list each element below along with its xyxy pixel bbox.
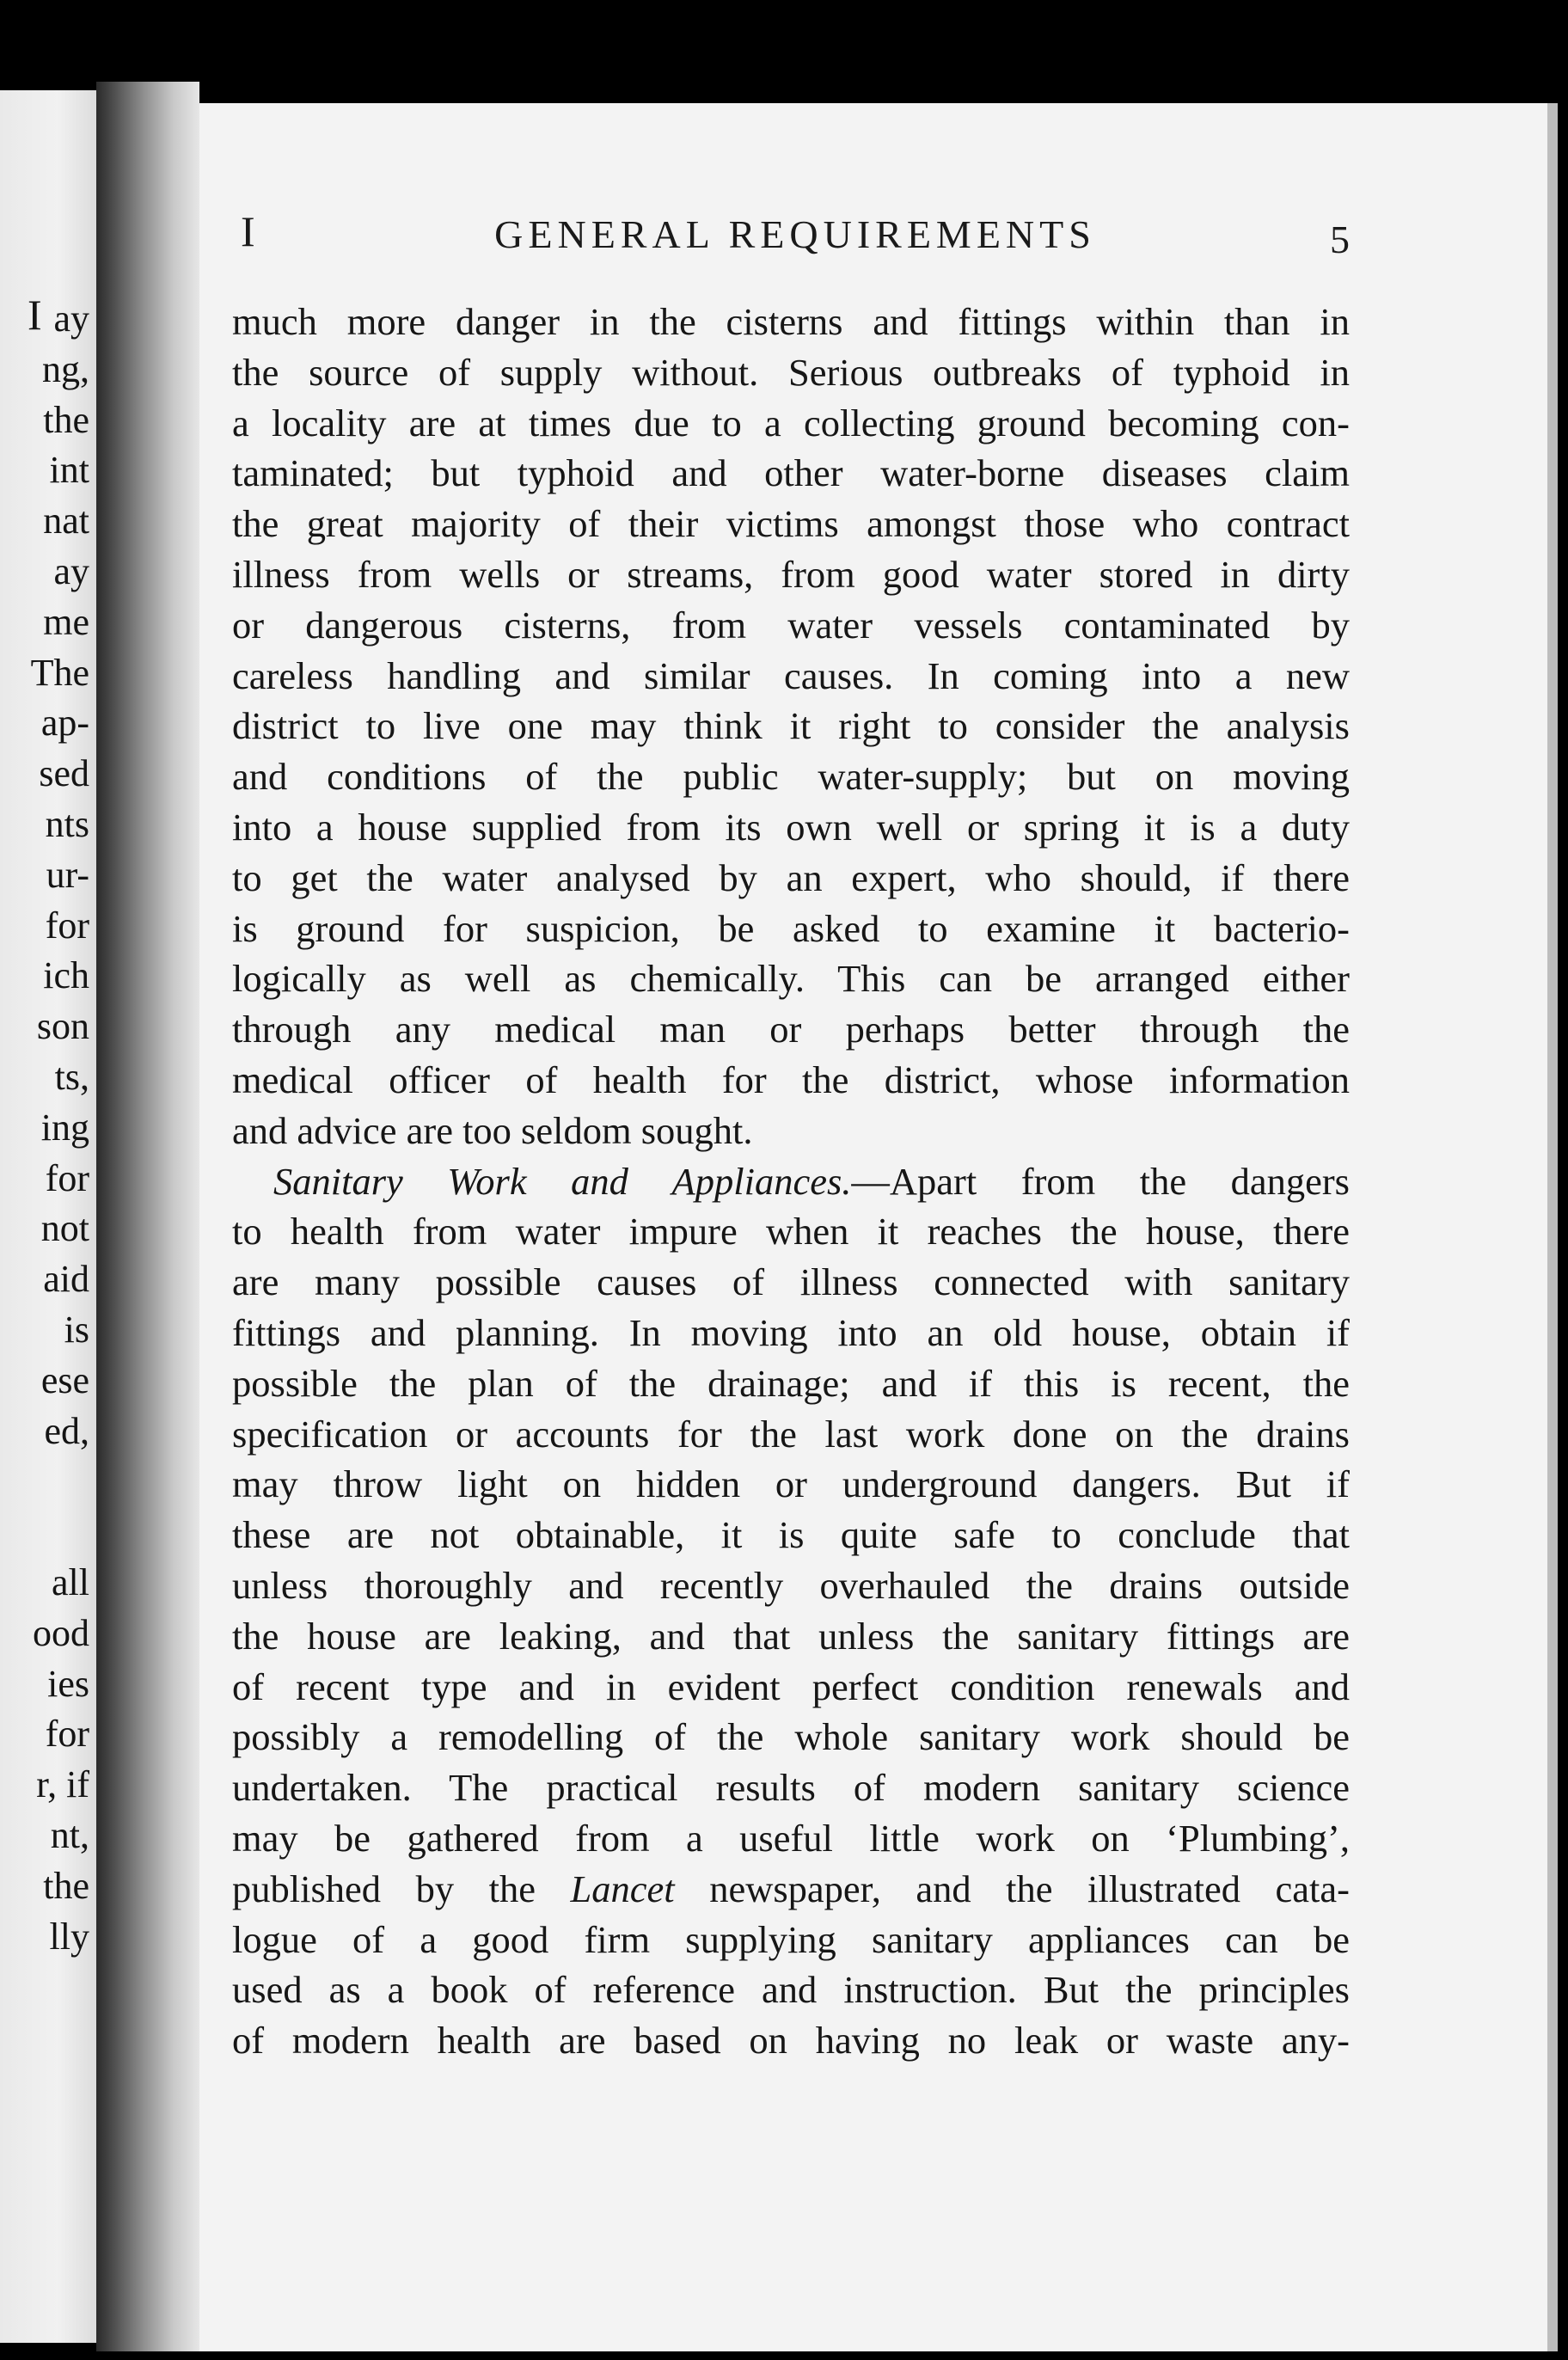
lancet-line-post: newspaper, and the illustrated cata- [674,1867,1350,1910]
left-page-line: for [45,1713,89,1756]
left-page-line: me [43,600,89,643]
paragraph-line: unless thoroughly and recently overhauled the drains outside [232,1563,1350,1607]
left-page-line: ur- [46,853,89,896]
paragraph-line: used as a book of reference and instruction. But the principles [232,1968,1350,2012]
paragraph-line: are many possible causes of illness connected with sanitary [232,1260,1350,1304]
paragraph-line [232,1156,1350,1207]
left-page-line: ese [40,1358,89,1401]
paragraph-line [232,1864,1350,1915]
paragraph-line: logue of a good firm supplying sanitary appliances can be [232,1917,1350,1961]
paragraph-line: illness from wells or streams, from good water stored in dirty [232,552,1350,596]
paragraph-line: and advice are too seldom sought. [232,1108,753,1152]
paragraph-sanitary-body [232,1206,1350,1863]
left-page-line: the [43,1864,89,1907]
paragraph-line: district to live one may think it right to consider the analysis [232,704,1350,748]
paragraph-line: may throw light on hidden or underground dangers. But if [232,1462,1350,1506]
paragraph-line: logically as well as chemically. This can be arranged either [232,957,1350,1001]
paragraph-line: the house are leaking, and that unless the sanitary fittings are [232,1614,1350,1658]
left-page-line: ap- [40,702,89,745]
left-page-line: ing [40,1106,89,1149]
paragraph-line: careless handling and similar causes. In coming into a new [232,653,1350,697]
paragraph-line: taminated; but typhoid and other water-borne diseases claim [232,451,1350,495]
paragraph-line: much more danger in the cisterns and fittings within than in [232,300,1350,343]
left-page-line: for [45,904,89,947]
paragraph-line: may be gathered from a useful little work on ‘Plumbing’, [232,1816,1350,1860]
lancet-title: Lancet [570,1867,675,1910]
left-page-line: r, if [36,1763,89,1806]
left-page-line: son [36,1005,89,1048]
left-page-line: ich [43,954,89,997]
paragraph-sanitary-work [232,1156,1350,2066]
paragraph-line: possible the plan of the drainage; and if this is recent, the [232,1361,1350,1405]
left-page-line: for [45,1156,89,1199]
left-page-line: ay [53,550,89,592]
left-page-line: all [52,1561,89,1603]
paragraph-water-supply [232,297,1350,1156]
paragraph-line: into a house supplied from its own well or spring it is a duty [232,805,1350,849]
paragraph-line: the source of supply without. Serious outbreaks of typhoid in [232,350,1350,394]
paragraph-line: a locality are at times due to a collecting ground becoming con- [232,401,1350,444]
lancet-line-pre: published by the [232,1867,571,1910]
page-edge [1547,103,1558,2351]
left-page-line: is [64,1309,89,1351]
body-text [232,297,1350,2066]
paragraph-line: is ground for suspicion, be asked to examine it bacterio- [232,906,1350,950]
section-heading: Sanitary Work and Appliances. [273,1159,852,1203]
paragraph-line: to get the water analysed by an expert, who should, if there [232,855,1350,899]
left-page-line: lly [49,1915,89,1958]
left-page-line: ng, [42,347,89,390]
paragraph-line: medical officer of health for the district, whose information [232,1057,1350,1101]
paragraph-line: possibly a remodelling of the whole sanitary work should be [232,1715,1350,1759]
paragraph-line: fittings and planning. In moving into an old house, obtain if [232,1310,1350,1354]
left-page-line: ts, [54,1056,89,1098]
left-page-line: ay [53,297,89,340]
left-page-line: nts [45,803,89,845]
paragraph-line: undertaken. The practical results of modern sanitary science [232,1766,1350,1810]
page-number: 5 [1330,218,1350,261]
left-page-line: aid [43,1258,89,1301]
paragraph-line: and conditions of the public water-supply; but on moving [232,755,1350,799]
paragraph-line: these are not obtainable, it is quite safe to conclude that [232,1513,1350,1557]
left-facing-page [0,90,96,2343]
left-page-line: sed [39,752,89,795]
paragraph-line: the great majority of their victims amongst those who contract [232,502,1350,546]
paragraph-line: specification or accounts for the last work done on the drains [232,1412,1350,1456]
left-page-line: nat [43,500,89,542]
paragraph-line: of recent type and in evident perfect condition renewals and [232,1664,1350,1708]
paragraph-line: to health from water impure when it reaches the house, there [232,1210,1350,1254]
left-page-line: The [30,651,89,694]
page-title: GENERAL REQUIREMENTS [494,212,1096,256]
paragraph-sanitary-tail [232,1915,1350,2066]
paragraph-line: through any medical man or perhaps better through the [232,1008,1350,1051]
paragraph-line: of modern health are based on having no leak or waste any- [232,2019,1350,2063]
left-page-line: not [40,1207,89,1250]
left-page-line: ies [47,1662,89,1705]
left-page-line: ed, [44,1409,89,1452]
book-gutter-shadow [96,82,199,2351]
left-page-line: int [49,449,89,492]
chapter-number: I [241,207,255,255]
left-page-line: the [43,398,89,441]
paragraph-line: or dangerous cisterns, from water vessels contaminated by [232,603,1350,647]
section-heading-continuation: —Apart from the dangers [851,1159,1351,1203]
running-head [241,206,1350,261]
left-page-line: nt, [50,1814,89,1856]
left-page-number: I [28,291,42,339]
left-page-line: ood [33,1611,89,1654]
